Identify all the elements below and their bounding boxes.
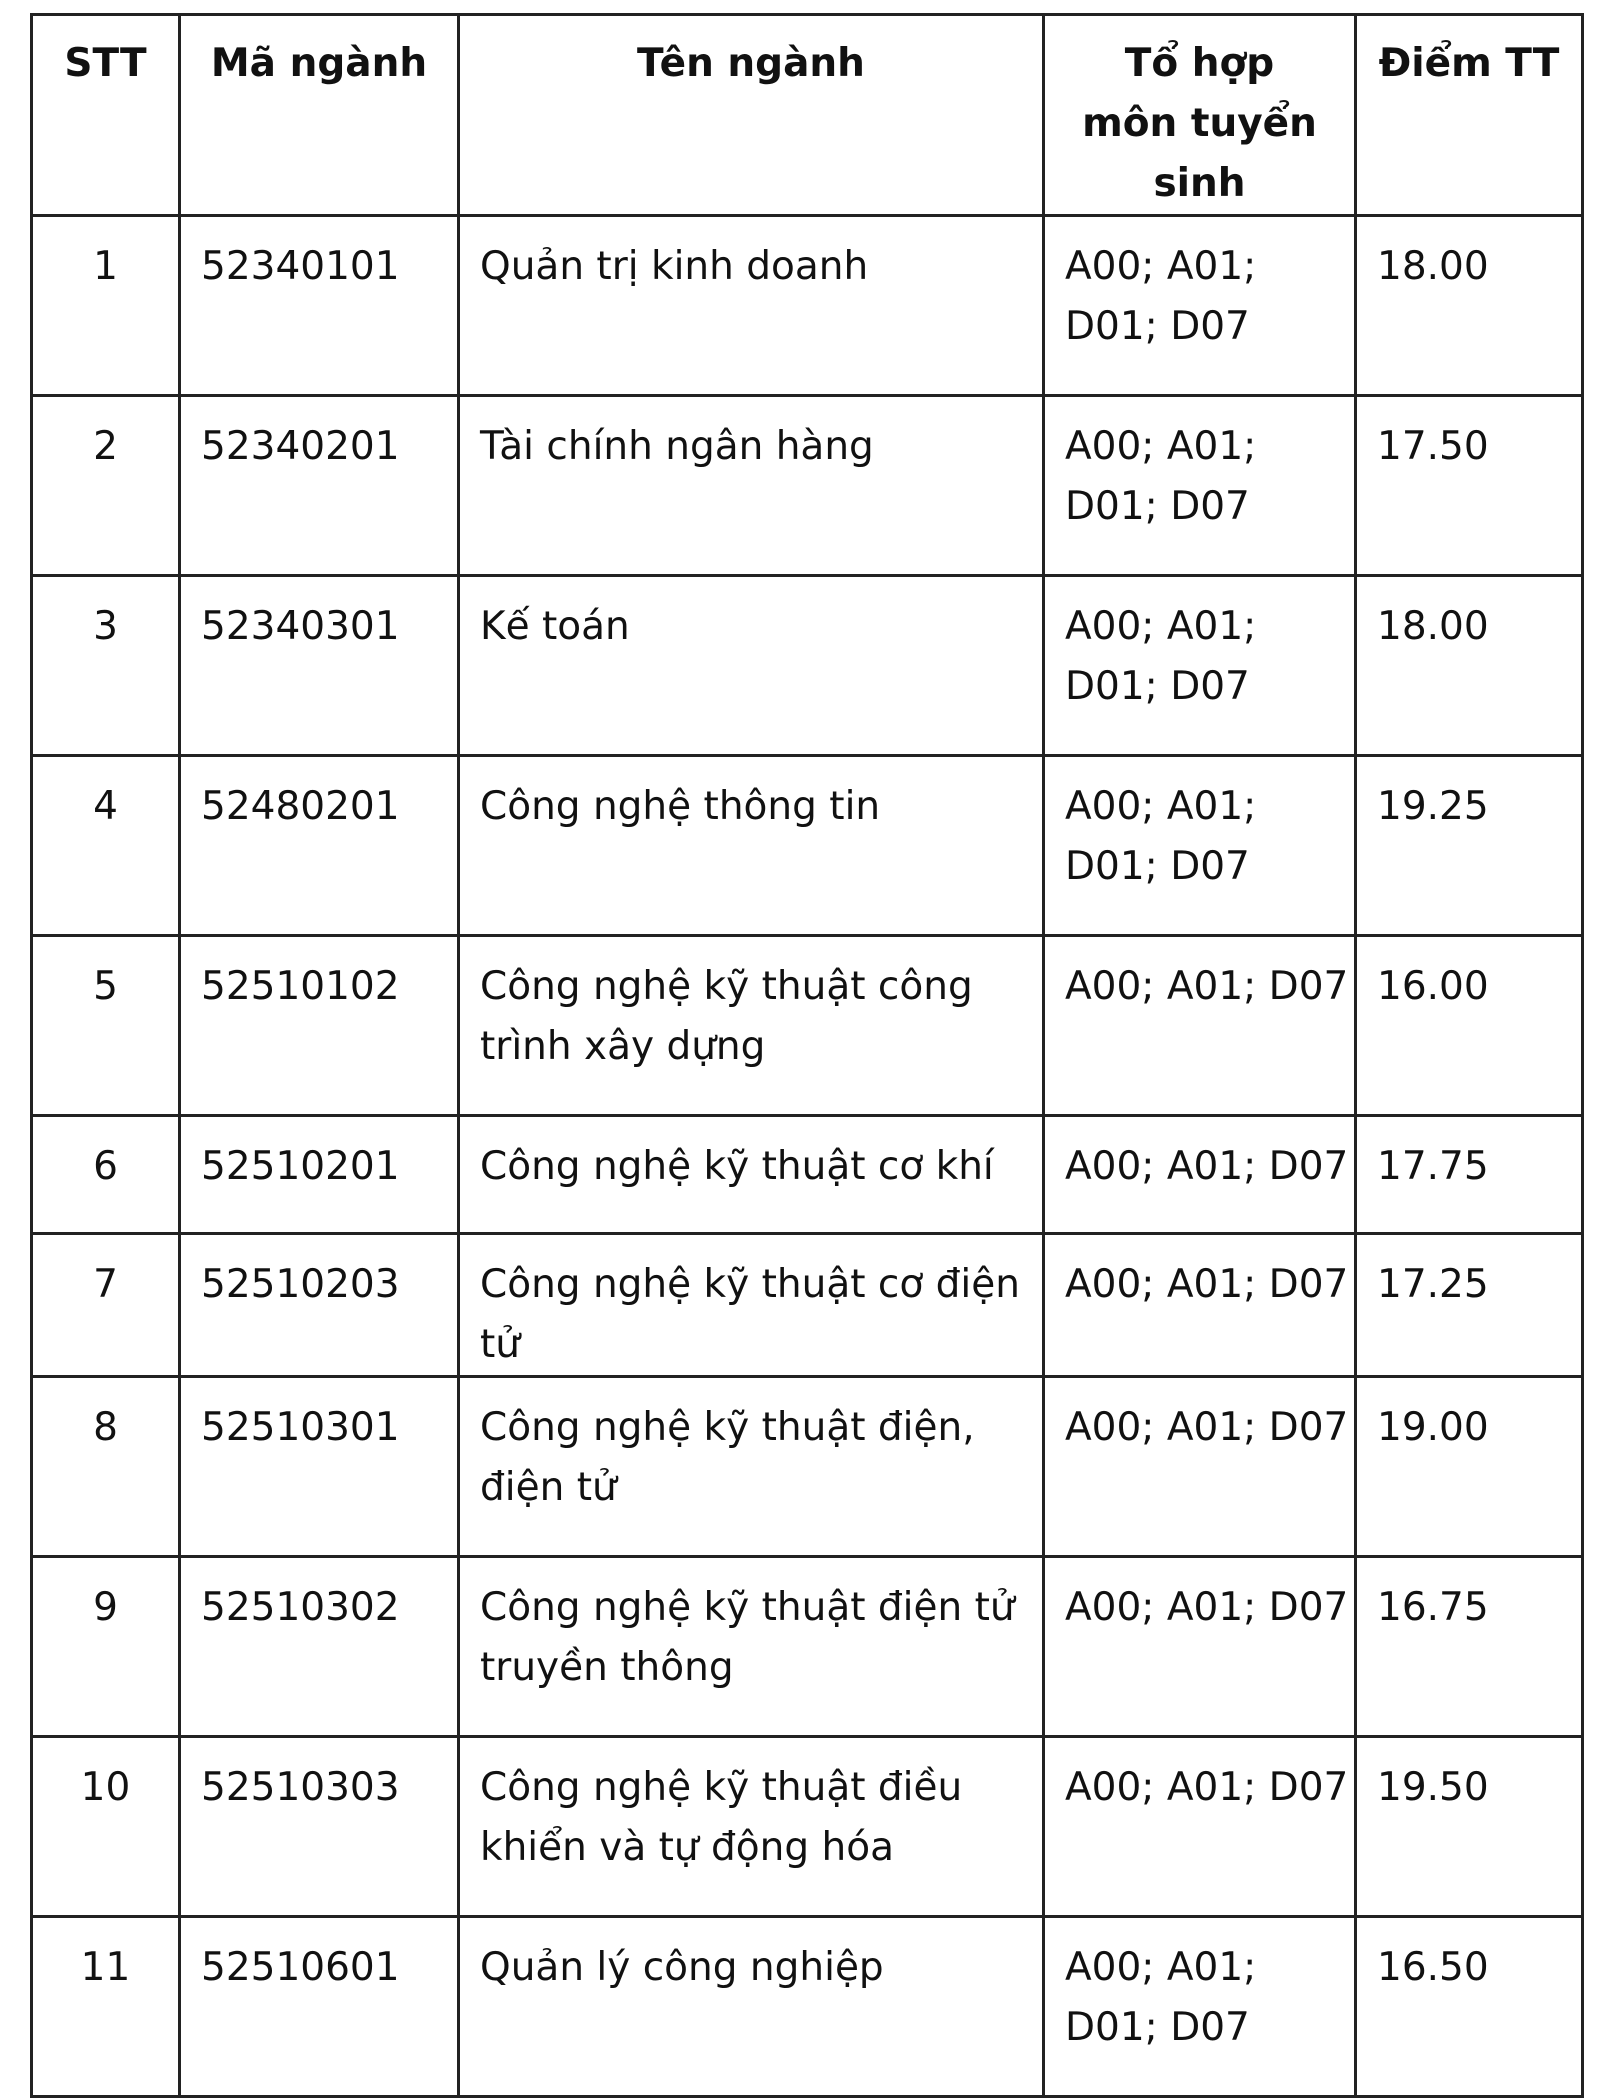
- table-row: [32, 756, 1583, 936]
- cell-score: 18.00: [1356, 576, 1583, 756]
- cell-code: 52510201: [180, 1116, 459, 1234]
- cell-name: Quản lý công nghiệp: [459, 1917, 1044, 2097]
- table-row: [32, 1377, 1583, 1557]
- cell-name: Công nghệ kỹ thuật điều khiển và tự động hóa: [459, 1737, 1044, 1917]
- cell-stt: 11: [32, 1917, 180, 2097]
- cell-stt: 3: [32, 576, 180, 756]
- cell-name: Quản trị kinh doanh: [459, 216, 1044, 396]
- cell-combination: A00; A01; D01; D07: [1044, 216, 1356, 396]
- cell-combination: A00; A01; D01; D07: [1044, 396, 1356, 576]
- cell-combination: A00; A01; D07: [1044, 936, 1356, 1116]
- table-row: [32, 396, 1583, 576]
- cell-score: 17.75: [1356, 1116, 1583, 1234]
- cell-score: 17.25: [1356, 1234, 1583, 1377]
- cell-name: Công nghệ kỹ thuật điện tử truyền thông: [459, 1557, 1044, 1737]
- cell-name: Công nghệ thông tin: [459, 756, 1044, 936]
- table-row: [32, 216, 1583, 396]
- table-row: [32, 1917, 1583, 2097]
- table-row: [32, 1557, 1583, 1737]
- cell-combination: A00; A01; D01; D07: [1044, 576, 1356, 756]
- header-name: Tên ngành: [459, 15, 1044, 216]
- table-header-row: [32, 15, 1583, 216]
- header-code: Mã ngành: [180, 15, 459, 216]
- cell-stt: 10: [32, 1737, 180, 1917]
- cell-stt: 9: [32, 1557, 180, 1737]
- cell-combination: A00; A01; D01; D07: [1044, 756, 1356, 936]
- cell-score: 19.50: [1356, 1737, 1583, 1917]
- table-row: [32, 576, 1583, 756]
- cell-code: 52340201: [180, 396, 459, 576]
- header-combination: Tổ hợp môn tuyển sinh: [1044, 15, 1356, 216]
- cell-score: 19.25: [1356, 756, 1583, 936]
- table-row: [32, 936, 1583, 1116]
- cell-stt: 8: [32, 1377, 180, 1557]
- header-stt: STT: [32, 15, 180, 216]
- cell-stt: 5: [32, 936, 180, 1116]
- table-row: [32, 1116, 1583, 1234]
- cell-name: Tài chính ngân hàng: [459, 396, 1044, 576]
- cell-name: Công nghệ kỹ thuật cơ khí: [459, 1116, 1044, 1234]
- cell-code: 52340101: [180, 216, 459, 396]
- cell-stt: 1: [32, 216, 180, 396]
- cell-score: 19.00: [1356, 1377, 1583, 1557]
- cell-code: 52510203: [180, 1234, 459, 1377]
- cell-combination: A00; A01; D07: [1044, 1234, 1356, 1377]
- header-score: Điểm TT: [1356, 15, 1583, 216]
- cell-score: 16.75: [1356, 1557, 1583, 1737]
- cell-stt: 7: [32, 1234, 180, 1377]
- cell-score: 16.50: [1356, 1917, 1583, 2097]
- cell-code: 52510303: [180, 1737, 459, 1917]
- cell-stt: 4: [32, 756, 180, 936]
- cell-stt: 2: [32, 396, 180, 576]
- cell-name: Kế toán: [459, 576, 1044, 756]
- cell-code: 52480201: [180, 756, 459, 936]
- cell-code: 52510301: [180, 1377, 459, 1557]
- cell-combination: A00; A01; D01; D07: [1044, 1917, 1356, 2097]
- table-row: [32, 1737, 1583, 1917]
- cell-score: 17.50: [1356, 396, 1583, 576]
- cell-combination: A00; A01; D07: [1044, 1377, 1356, 1557]
- cell-score: 16.00: [1356, 936, 1583, 1116]
- cell-name: Công nghệ kỹ thuật công trình xây dựng: [459, 936, 1044, 1116]
- cell-code: 52510302: [180, 1557, 459, 1737]
- cell-code: 52340301: [180, 576, 459, 756]
- table-row: [32, 1234, 1583, 1377]
- cell-combination: A00; A01; D07: [1044, 1557, 1356, 1737]
- admission-scores-table: [30, 13, 1584, 2098]
- cell-stt: 6: [32, 1116, 180, 1234]
- cell-name: Công nghệ kỹ thuật cơ điện tử: [459, 1234, 1044, 1377]
- cell-code: 52510102: [180, 936, 459, 1116]
- cell-score: 18.00: [1356, 216, 1583, 396]
- cell-combination: A00; A01; D07: [1044, 1116, 1356, 1234]
- cell-combination: A00; A01; D07: [1044, 1737, 1356, 1917]
- cell-code: 52510601: [180, 1917, 459, 2097]
- cell-name: Công nghệ kỹ thuật điện, điện tử: [459, 1377, 1044, 1557]
